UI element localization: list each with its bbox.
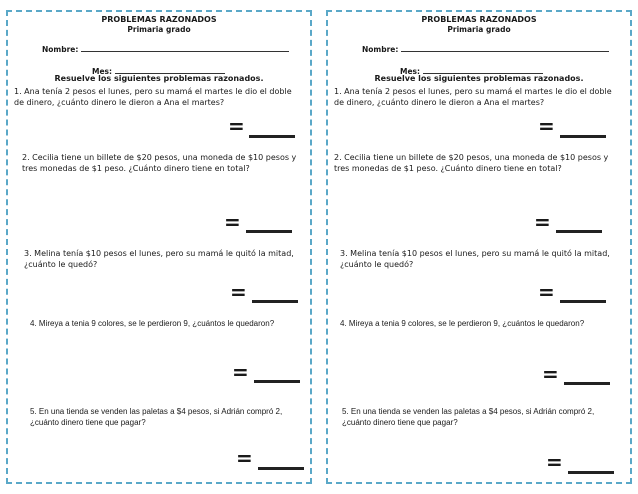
equals-sign: = [228, 114, 245, 138]
instructions: Resuelve los siguientes problemas razonados. [374, 74, 584, 83]
name-label: Nombre: [42, 45, 79, 54]
question-3: 3. Melina tenía $10 pesos el lunes, pero su mamá le quitó la mitad, ¿cuánto le quedó? [24, 249, 294, 269]
answer-line-5[interactable] [258, 467, 304, 470]
month-line[interactable] [423, 66, 543, 74]
worksheet-grade: Primaria grado [127, 25, 191, 34]
equals-sign: = [232, 360, 249, 384]
equals-sign: = [534, 210, 551, 234]
question-2: 2. Cecilia tiene un billete de $20 pesos, una moneda de $10 pesos y tres monedas de $1 peso. ¿Cuánto dinero tiene en total? [22, 153, 297, 173]
month-label: Mes: [92, 67, 113, 76]
month-line[interactable] [115, 66, 225, 74]
answer-line-3[interactable] [560, 300, 606, 303]
answer-line-5[interactable] [568, 471, 614, 474]
instructions: Resuelve los siguientes problemas razonados. [54, 74, 264, 83]
question-1: 1. Ana tenía 2 pesos el lunes, pero su mamá el martes le dio el doble de dinero, ¿cuánto dinero le dieron a Ana el martes? [14, 87, 292, 107]
question-5: 5. En una tienda se venden las paletas a $4 pesos, si Adrián compró 2, ¿cuánto dinero tiene que pagar? [342, 407, 595, 427]
worksheet-title: PROBLEMAS RAZONADOS [421, 15, 537, 24]
name-line[interactable] [401, 44, 609, 52]
answer-line-2[interactable] [556, 230, 602, 233]
worksheet-left [6, 10, 312, 484]
answer-line-4[interactable] [254, 380, 300, 383]
answer-line-4[interactable] [564, 382, 610, 385]
name-label: Nombre: [362, 45, 399, 54]
answer-line-2[interactable] [246, 230, 292, 233]
answer-line-3[interactable] [252, 300, 298, 303]
worksheet-title: PROBLEMAS RAZONADOS [101, 15, 217, 24]
equals-sign: = [224, 210, 241, 234]
answer-line-1[interactable] [249, 135, 295, 138]
equals-sign: = [236, 446, 253, 470]
question-1: 1. Ana tenía 2 pesos el lunes, pero su mamá el martes le dio el doble de dinero, ¿cuánto dinero le dieron a Ana el martes? [334, 87, 612, 107]
name-field[interactable] [362, 44, 609, 54]
equals-sign: = [546, 450, 563, 474]
equals-sign: = [538, 280, 555, 304]
worksheet-right [326, 10, 632, 484]
month-label: Mes: [400, 67, 421, 76]
question-4: 4. Mireya a tenia 9 colores, se le perdieron 9, ¿cuántos le quedaron? [340, 319, 585, 328]
question-4: 4. Mireya a tenia 9 colores, se le perdieron 9, ¿cuántos le quedaron? [30, 319, 275, 328]
equals-sign: = [542, 362, 559, 386]
answer-line-1[interactable] [560, 135, 606, 138]
question-2: 2. Cecilia tiene un billete de $20 pesos, una moneda de $10 pesos y tres monedas de $1 peso. ¿Cuánto dinero tiene en total? [334, 153, 609, 173]
worksheet-grade: Primaria grado [447, 25, 511, 34]
equals-sign: = [230, 280, 247, 304]
name-field[interactable] [42, 44, 289, 54]
question-3: 3. Melina tenía $10 pesos el lunes, pero su mamá le quitó la mitad, ¿cuánto le quedó? [340, 249, 610, 269]
question-5: 5. En una tienda se venden las paletas a $4 pesos, si Adrián compró 2, ¿cuánto dinero tiene que pagar? [30, 407, 283, 427]
equals-sign: = [538, 114, 555, 138]
name-line[interactable] [81, 44, 289, 52]
